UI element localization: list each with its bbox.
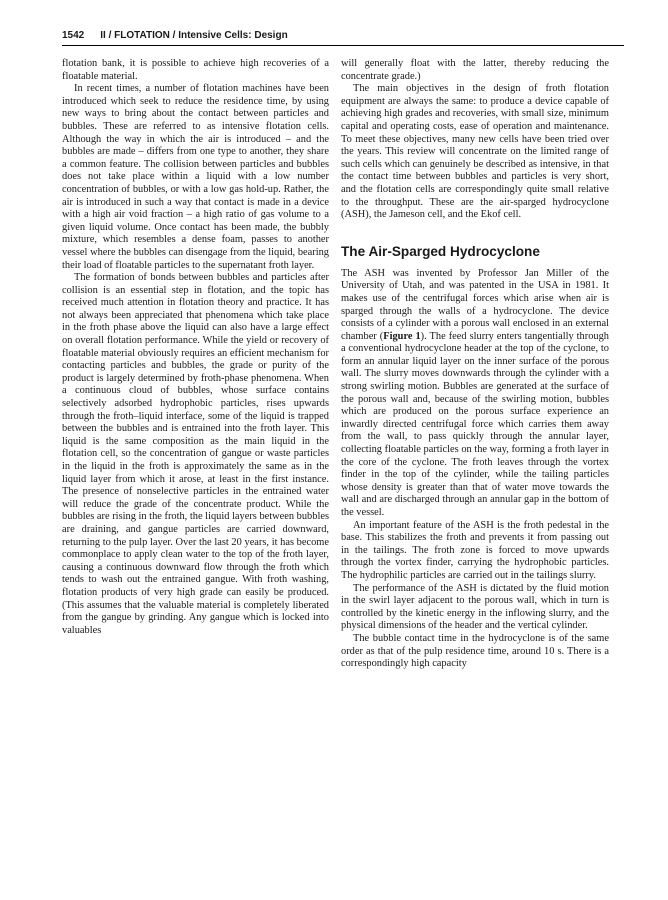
right-paragraph-1: will generally float with the latter, thereby reducing the concentrate grade.) bbox=[341, 58, 609, 82]
right-paragraph-2: The main objectives in the design of froth flotation equipment are always the same: to produce a device capable of achieving high grades and recoveries, with small size, minimum capital and operating costs, ease of operation and maintenance. To meet these objectives, many new cells have been tried over the years. This review will concentrate on the limited range of such cells which can genuinely be described as intensive, in that the contact time between bubbles and particles is very short, and the flotation cells are correspondingly quite small relative to the throughput. These are the air-sparged hydrocyclone (ASH), the Jameson cell, and the Ekof cell. bbox=[341, 83, 609, 221]
right-paragraph-4: An important feature of the ASH is the froth pedestal in the base. This stabilizes the froth and prevents it from passing out in the tailings. The froth zone is forced to move upwards through the vortex finder, carrying the hydrophobic particles. The hydrophilic particles are carried out in the tailings slurry. bbox=[341, 519, 609, 581]
figure-reference[interactable]: Figure 1 bbox=[383, 330, 421, 342]
left-paragraph-2: In recent times, a number of flotation machines have been introduced which seek to reduce the residence time, by using new ways to bring about the contact between particles and bubbles. These are referred to as intensive flotation cells. Although the way in which the air is introduced – and the bubbles are made – differs from one type to another, they share a common feature. The collision between particles and bubbles does not take place within a liquid with a low number concentration of bubbles, or with a low gas hold-up. Rather, the air is introduced in such a way that contact is made in a device with a high air void fraction – a high ratio of gas volume to a given liquid volume. Once contact has been made, the bubbly mixture, which resembles a dense foam, passes to another vessel where the bubbles can disengage from the liquid, bearing their load of floatable particles to the supernatant froth layer. bbox=[62, 83, 329, 271]
header-rule bbox=[62, 45, 624, 46]
section-heading: The Air-Sparged Hydrocyclone bbox=[341, 243, 540, 259]
right-paragraph-3 bbox=[341, 268, 609, 520]
right-column bbox=[341, 58, 609, 671]
left-column bbox=[62, 58, 329, 637]
left-paragraph-3: The formation of bonds between bubbles and particles after collision is an essential step in flotation, and the topic has received much attention in flotation theory and practice. It has not always been appreciated that phenomena which take place in the froth phase above the liquid can also have a large effect on overall flotation performance. While the yield or recovery of floatable material obviously requires an efficient mechanism for contacting particles and bubbles, the grade or purity of the product is largely determined by froth-phase phenomena. When a continuous cloud of bubbles, whose surface contains selectively adsorbed hydrophobic particles, rises upwards through the froth–liquid interface, some of the liquid is trapped between the bubbles and is entrained into the froth layer. This liquid is the same composition as the main liquid in the flotation cell, so the concentration of gangue or waste particles in the liquid in the froth is approximately the same as in the liquid layer from which it arose, at least in the first instance. The presence of nonselective particles in the entrained water will reduce the grade of the concentrate product. While the bubbles are rising in the froth, the liquid layers between bubbles are draining, and gangue particles are carried downward, returning to the pulp layer. Over the last 20 years, it has become commonplace to apply clean water to the top of the froth layer, causing a continuous downward flow through the froth which tends to wash out the entrained gangue. With froth washing, flotation products of very high grade can easily be produced. (This assumes that the valuable material is completely liberated from the gangue by grinding. Any gangue which is locked into valuables bbox=[62, 272, 329, 636]
paragraph-text: The ASH was invented by Professor Jan Miller of the University of Utah, and was patented in the USA in 1981. It makes use of the centrifugal forces which arise when air is sparged through the walls of a hydrocyclone. The device consists of a cylinder with a porous wall enclosed in an external chamber ( bbox=[341, 267, 609, 342]
right-paragraph-6: The bubble contact time in the hydrocyclone is of the same order as that of the pulp residence time, around 10 s. There is a correspondingly high capacity bbox=[341, 632, 609, 670]
page-number: 1542 bbox=[62, 30, 85, 41]
paragraph-text: ). The feed slurry enters tangentially through a conventional hydrocyclone header at the top of the cyclone, to form an annular liquid layer on the inner surface of the porous wall. The slurry moves downwards through the cylinder with a strong swirling motion. Bubbles are generated at the surface of the porous wall and, because of the swirling motion, bubbles which are produced on the porous surface experience an inwardly directed centrifugal force which carries them away from the wall, to pass quickly through the annular layer, collecting floatable particles on the way, forming a froth layer in the core of the cyclone. The froth leaves through the vortex finder in the top of the cylinder, while the tailing particles whose density is greater than that of water move towards the wall and are discharged through an annular gap in the bottom of the vessel. bbox=[341, 330, 609, 518]
running-title: II / FLOTATION / Intensive Cells: Design bbox=[100, 30, 288, 41]
right-paragraph-5: The performance of the ASH is dictated by the fluid motion in the swirl layer adjacent to the porous wall, which in turn is controlled by the kinetic energy in the inflowing slurry, and the physical dimensions of the header and the vertical cylinder. bbox=[341, 582, 609, 632]
left-paragraph-1: flotation bank, it is possible to achieve high recoveries of a floatable material. bbox=[62, 58, 329, 82]
running-header bbox=[62, 30, 624, 41]
